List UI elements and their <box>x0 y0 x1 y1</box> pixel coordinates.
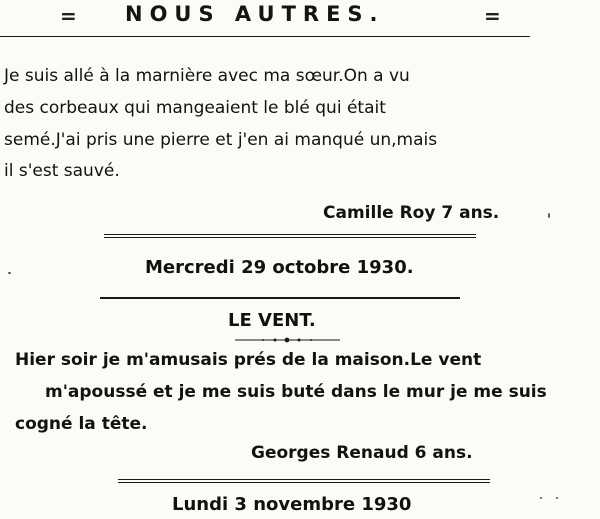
story2-line-2: m'apoussé et je me suis buté dans le mur je me suis <box>45 382 547 402</box>
divider-1b <box>104 237 476 238</box>
ink-speck <box>548 213 550 218</box>
story1-line-1: Je suis allé à la marnière avec ma sœur.On a vu <box>4 66 410 86</box>
ink-speck <box>556 497 558 499</box>
story1-line-4: il s'est sauvé. <box>4 161 120 181</box>
ink-speck <box>8 272 11 274</box>
page-title: NOUS AUTRES. <box>125 2 385 26</box>
title-dash-right: = <box>484 4 501 28</box>
date-1: Mercredi 29 octobre 1930. <box>145 257 414 278</box>
story2-heading: LE VENT. <box>228 310 316 331</box>
story1-signature: Camille Roy 7 ans. <box>323 203 500 223</box>
story2-signature: Georges Renaud 6 ans. <box>251 443 473 463</box>
divider-2 <box>100 297 460 299</box>
story2-line-3: cogné la tête. <box>15 414 148 434</box>
divider-3 <box>118 479 490 480</box>
header-rule <box>0 36 530 37</box>
story1-line-3: semé.J'ai pris une pierre et j'en ai manqué un,mais <box>4 130 438 150</box>
story1-line-2: des corbeaux qui mangeaient le blé qui était <box>4 98 386 118</box>
title-dash-left: = <box>60 4 77 28</box>
ornament-divider <box>235 335 340 345</box>
divider-3b <box>118 482 490 483</box>
divider-1 <box>104 234 476 235</box>
date-2: Lundi 3 novembre 1930 <box>172 494 412 515</box>
ink-speck <box>540 497 542 499</box>
story2-line-1: Hier soir je m'amusais prés de la maison.Le vent <box>15 350 482 370</box>
